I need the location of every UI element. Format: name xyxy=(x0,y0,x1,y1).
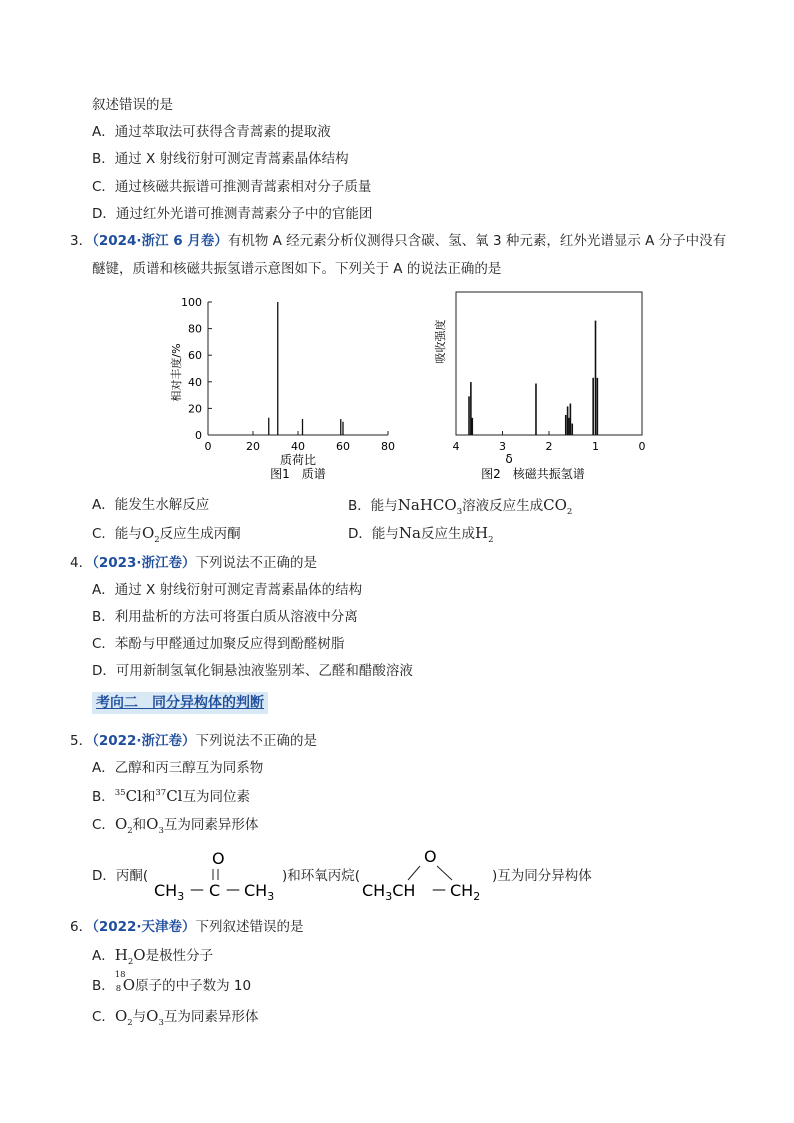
cl37-isotope: $^{37}$Cl xyxy=(155,787,183,805)
o2-formula: $O_2$ xyxy=(114,815,133,836)
x-tick-label: 0 xyxy=(204,440,212,453)
q5-stem: 5．（2022·浙江卷）下列说法不正确的是 xyxy=(70,733,318,749)
x-axis-label: δ xyxy=(505,452,513,466)
svg-text:C: C xyxy=(209,881,221,900)
o18-nuclide: 18 8 O xyxy=(114,970,136,994)
epoxy-oxygen: O xyxy=(424,847,437,866)
svg-text:—: — xyxy=(190,882,204,898)
co2-formula: $CO_2$ xyxy=(543,496,573,517)
q6-source: （2022·天津卷） xyxy=(92,919,196,935)
q2-option-a: A．通过萃取法可获得含青蒿素的提取液 xyxy=(92,124,331,140)
y-tick-label: 40 xyxy=(188,375,202,389)
x-tick-label: 2 xyxy=(545,440,553,453)
q4-option-a: A．通过 X 射线衍射可测定青蒿素晶体的结构 xyxy=(92,582,363,598)
q3-stem-line1 xyxy=(70,232,726,250)
x-axis-label: 质荷比 xyxy=(279,453,317,467)
q6-option-b: B． 18 8 O原子的中子数为 10 xyxy=(92,970,252,994)
o3-formula: $O_3$ xyxy=(146,1007,164,1028)
cl35-isotope: $^{35}$Cl xyxy=(114,787,142,805)
q4-option-b: B．利用盐析的方法可将蛋白质从溶液中分离 xyxy=(92,609,358,625)
q2-stem-end: 叙述错误的是 xyxy=(92,97,173,113)
acetone-oxygen: O xyxy=(212,849,225,868)
x-tick-label: 4 xyxy=(452,440,460,453)
x-tick-label: 20 xyxy=(246,440,260,453)
section-heading: 考向二 同分异构体的判断 xyxy=(92,692,268,714)
x-tick-label: 40 xyxy=(291,440,305,453)
q5-option-d-middle: )和环氧丙烷( xyxy=(282,868,361,884)
q5-option-c: C．$O_2$和$O_3$互为同素异形体 xyxy=(92,815,259,836)
chart-caption: 图1 质谱 xyxy=(270,467,326,481)
y-tick-label: 80 xyxy=(188,322,202,336)
plot-frame xyxy=(456,292,642,435)
q2-option-b: B．通过 X 射线衍射可测定青蒿素晶体结构 xyxy=(92,151,349,167)
y-tick-label: 100 xyxy=(181,296,202,309)
y-axis-label: 吸收强度 xyxy=(434,319,447,364)
nmr-spectrum-chart xyxy=(420,288,660,488)
x-tick-label: 60 xyxy=(336,440,350,453)
svg-text:—: — xyxy=(432,882,446,898)
svg-text:CH3: $CH_3$ xyxy=(154,881,185,903)
o2-formula: $O_2$ xyxy=(141,524,160,545)
q2-option-d: D．通过红外光谱可推测青蒿素分子中的官能团 xyxy=(92,206,373,222)
q5-option-d-suffix: )互为同分异构体 xyxy=(492,868,592,884)
x-tick-label: 80 xyxy=(381,440,395,453)
q3-option-c: C．能与$O_2$反应生成丙酮 xyxy=(92,524,241,545)
q3-stem-line2: 醚键，质谱和核磁共振氢谱示意图如下。下列关于 A 的说法正确的是 xyxy=(92,261,502,277)
o2-formula: $O_2$ xyxy=(114,1007,133,1028)
q5-option-a: A．乙醇和丙三醇互为同系物 xyxy=(92,760,264,776)
nahco3-formula: NaHCO$_3$ xyxy=(397,496,463,517)
q4-source: （2023·浙江卷） xyxy=(92,555,196,571)
q3-text1: 有机物 A 经元素分析仪测得只含碳、氢、氧 3 种元素，红外光谱显示 A 分子中没有 xyxy=(227,233,727,249)
q4-stem: 4．（2023·浙江卷）下列说法不正确的是 xyxy=(70,555,318,571)
q3-option-d: D．能与Na反应生成$H_2$ xyxy=(348,524,494,545)
q3-number: 3． xyxy=(70,233,93,249)
svg-text:CH3CH: $CH_3CH$ xyxy=(362,881,416,903)
h2-formula: $H_2$ xyxy=(474,524,494,545)
x-tick-label: 0 xyxy=(638,440,646,453)
q3-source: （2024·浙江 6 月卷） xyxy=(92,233,228,249)
q5-option-b: B．$^{35}$Cl和$^{37}$Cl互为同位素 xyxy=(92,787,250,805)
svg-text:CH3: $CH_3$ xyxy=(244,881,275,903)
o3-formula: $O_3$ xyxy=(146,815,164,836)
q5-source: （2022·浙江卷） xyxy=(92,733,196,749)
q3-option-a: A．能发生水解反应 xyxy=(92,497,210,513)
acetone-structure xyxy=(148,846,288,906)
q3-option-b: B．能与NaHCO$_3$溶液反应生成$CO_2$ xyxy=(348,496,573,517)
y-tick-label: 0 xyxy=(195,429,202,442)
na-formula: Na xyxy=(398,524,421,542)
y-tick-label: 60 xyxy=(188,349,202,363)
x-tick-label: 1 xyxy=(592,440,599,453)
y-axis-label: 相对丰度/% xyxy=(170,343,183,402)
mass-spectrum-chart xyxy=(160,288,410,488)
q2-option-c: C．通过核磁共振谱可推测青蒿素相对分子质量 xyxy=(92,179,372,195)
chart-caption: 图2 核磁共振氢谱 xyxy=(481,467,585,481)
epoxypropane-structure xyxy=(360,846,500,906)
svg-text:CH2: $CH_2$ xyxy=(450,881,481,903)
q6-stem: 6．（2022·天津卷）下列叙述错误的是 xyxy=(70,919,304,935)
svg-text:—: — xyxy=(226,882,240,898)
q6-option-a: A．$H_2O$是极性分子 xyxy=(92,946,214,967)
q4-option-c: C．苯酚与甲醛通过加聚反应得到酚醛树脂 xyxy=(92,636,345,652)
q5-option-d-prefix: D．丙酮( xyxy=(92,868,149,884)
q4-option-d: D．可用新制氢氧化铜悬浊液鉴别苯、乙醛和醋酸溶液 xyxy=(92,663,413,679)
h2o-formula: $H_2O$ xyxy=(114,946,146,967)
x-tick-label: 3 xyxy=(499,440,506,453)
y-tick-label: 20 xyxy=(188,402,202,416)
q6-option-c: C．$O_2$与$O_3$互为同素异形体 xyxy=(92,1007,259,1028)
